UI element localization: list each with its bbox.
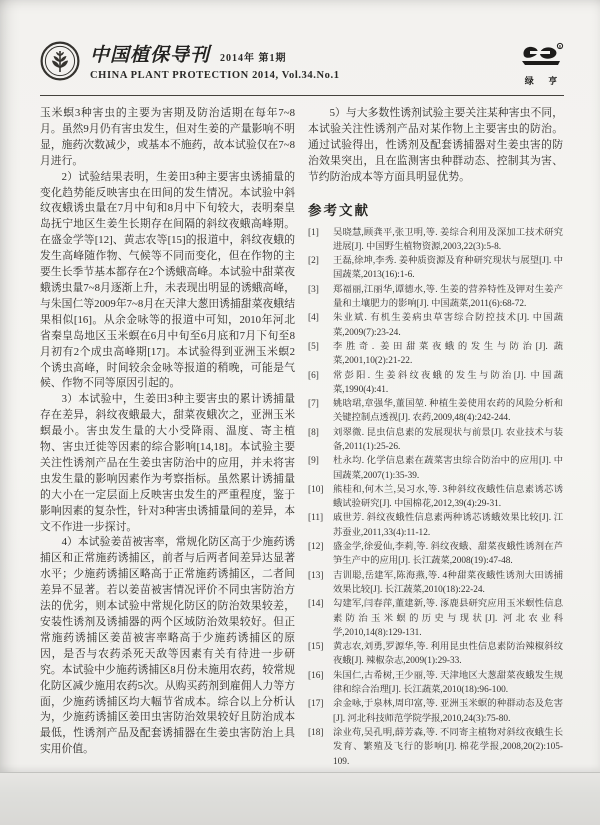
reference-text: 吉训聪,岳建军,陈海燕,等. 4种甜菜夜蛾性诱剂大田诱捕效果比较[J]. 长江蔬菜,2010(18):22-24. [333,570,563,595]
journal-title-en: CHINA PLANT PROTECTION 2014, Vol.34.No.1 [90,70,340,81]
masthead [90,40,518,81]
reference-number: [12] [308,542,324,553]
luheng-brand-logo [518,42,564,87]
reference-number: [11] [308,513,324,524]
journal-title-zh: 中国植保导刊 [90,45,211,66]
reference-number: [3] [308,284,319,295]
left-column [40,106,295,784]
reference-item [308,640,563,669]
header-divider [40,95,564,96]
reference-item [308,369,563,398]
reference-number: [4] [308,313,319,324]
reference-item [308,540,563,569]
reference-number: [1] [308,227,319,238]
reference-item [308,254,563,283]
article-body [40,106,564,784]
reference-text: 朱业斌. 有机生姜病虫草害综合防控技术[J]. 中国蔬菜,2009(7):23-24. [333,313,563,338]
paragraph-discussion-4: 4）本试验姜苗被害率，常规化防区高于少施药诱捕区和正常施药诱捕区，前者与后两者间差异达显著水平；少施药诱捕区略高于正常施药诱捕区，二者间差异不显著。若以姜苗被害情况评价不同虫害防治方法的优劣，则本试验中常规化防区的防治效果较差，安装性诱剂及诱捕器的两个区域防治效果较好。但正常施药诱捕区姜苗被害率略高于少施药诱捕区的原因，是否与农药杀死天敌等因素有关有待进一步研究。本试验中少施药诱捕区8月份未施用农药，较常规化防区减少施用农药5次。从购买药剂到雇佣人力等方面，少施药诱捕区均大幅节省成本。综合以上分析认为，少施药诱捕区姜田虫害防治效果较好且防治成本最低，性诱剂产品及配套诱捕器在生姜虫害防治上具实用价值。 [40,536,295,756]
reference-text: 刘翠微. 昆虫信息素的发展现状与前景[J]. 农业技术与装备,2011(1):25-26. [333,427,563,452]
reference-text: 常彭阳. 生姜斜纹夜蛾的发生与防治[J]. 中国蔬菜,1990(4):41. [333,370,563,395]
reference-text: 朱国仁,古希树,王少丽,等. 天津地区大葱甜菜夜蛾发生规律和综合治理[J]. 长江蔬菜,2010(18):96-100. [333,670,563,696]
reference-item [308,226,563,255]
reference-text: 勾建军,闫春萍,董建新,等. 涿鹿县研究应用玉米螟性信息素防治玉米螟的历史与现状[J]. 河北农业科学,2010,14(8):129-131. [333,599,563,638]
reference-number: [5] [308,341,319,352]
reference-number: [17] [308,699,324,710]
reference-number: [15] [308,642,324,653]
page-header [40,40,564,90]
reference-number: [7] [308,399,319,410]
references-list [308,226,563,769]
right-column [308,106,563,784]
reference-item [308,726,563,769]
reference-item [308,311,563,340]
reference-item [308,511,563,540]
reference-item [308,454,563,483]
reference-text: 戚世芳. 斜纹夜蛾性信息素两种诱芯诱蛾效果比较[J]. 江苏蚕业,2011,33(4):11-12. [333,513,563,538]
reference-number: [9] [308,456,319,467]
reference-item [308,283,563,312]
luheng-logo-text: 绿 亨 [524,76,564,86]
reference-text: 郑福丽,江丽华,谭德水,等. 生姜的营养特性及钾对生姜产量和土壤肥力的影响[J]. 中国蔬菜,2011(6):68-72. [333,284,563,310]
reference-text: 涂业苟,吴孔明,薛芳森,等. 不同寄主植物对斜纹夜蛾生长发育、繁殖及飞行的影响[J]. 棉花学报,2008,20(2):105-109. [333,727,563,767]
paragraph-discussion-2: 2）试验结果表明，生姜田3种主要害虫诱捕量的变化趋势能反映害虫在田间的发生情况。本试验中斜纹夜蛾诱虫量在7月中旬和8月中下旬较大，表明秦皇岛抚宁地区生姜生长期存在间隔的斜纹夜蛾高峰期。在盛金学等[12]、黄志农等[15]的报道中，斜纹夜蛾的发生高峰随作物、气候等不同而变化，但在作物的主要生长季节基本都存在2个诱蛾高峰。本试验中甜菜夜蛾诱虫量7~8月逐渐上升，未表现出明显的诱蛾高峰，与朱国仁等2009年7~8月在天津大葱田诱捕甜菜夜蛾结果相似[16]。从余金咏等的报道中可知，2010年河北省秦皇岛地区玉米螟在6月中旬至6月底和7月下旬至8月初有2个成虫高峰期[17]。本试验得到亚洲玉米螟2个诱虫高峰，时间较余金咏等报道的稍晚，可能是气候、作物不同等原因引起的。 [40,170,295,390]
svg-text:R: R [558,43,562,49]
reference-text: 余金咏,于泉林,周印富,等. 亚洲玉米螟的种群动态及危害[J]. 河北科技师范学院学报,2010,24(3):75-80. [333,699,563,724]
reference-number: [18] [308,727,324,738]
journal-emblem-icon [40,41,80,81]
reference-item [308,669,563,698]
scan-bed-edge [0,772,600,825]
reference-number: [10] [308,484,324,495]
reference-text: 吴晓慧,顾龚平,张卫明,等. 姜综合利用及深加工技术研究进展[J]. 中国野生植物资源,2003,22(3):5-8. [333,227,563,252]
reference-item [308,697,563,726]
reference-text: 盛金学,徐爱仙,李莉,等. 斜纹夜蛾、甜菜夜蛾性诱剂在芦笋生产中的应用[J]. 长江蔬菜,2008(19):47-48. [333,542,563,567]
reference-item [308,426,563,455]
reference-number: [2] [308,256,319,267]
paragraph-continuation: 玉米螟3种害虫的主要为害期及防治适期在每年7~8月。虽然9月仍有害虫发生，但对生姜的产量影响不明显，施药次数减少，或基本不施药，故本试验仅在7~8月进行。 [40,107,295,167]
reference-number: [8] [308,427,319,438]
reference-item [308,569,563,598]
paragraph-discussion-3: 3）本试验中，生姜田3种主要害虫的累计诱捕量存在差异，斜纹夜蛾最大，甜菜夜蛾次之，亚洲玉米螟最小。害虫发生量的大小受降雨、温度、寄主植物、害虫迁徙等因素的综合影响[14,18]。本试验主要关注性诱剂产品在生姜虫害防治中的应用，并未将害虫发生量的影响因素作为考察指标。虽然累计诱捕量的大小在一定层面上反映害虫发生的严重程度，鉴于影响因素的复杂性，针对3种害虫诱捕量间的差异，本文不作进一步探讨。 [40,393,295,533]
reference-number: [6] [308,370,319,381]
reference-item [308,483,563,512]
reference-item [308,597,563,640]
reference-text: 黄志农,刘勇,罗源华,等. 利用昆虫性信息素防治辣椒斜纹夜蛾[J]. 辣椒杂志,2009(1):29-33. [333,642,563,667]
reference-text: 熊桂和,何木兰,吴习水,等. 3种斜纹夜蛾性信息素诱芯诱蛾试验研究[J]. 中国棉花,2012,39(4):29-31. [333,484,563,510]
luheng-logo-icon [518,42,564,68]
reference-text: 李胜奇. 姜田甜菜夜蛾的发生与防治[J]. 蔬菜,2001,10(2):21-22. [333,341,563,367]
reference-number: [13] [308,570,324,581]
reference-number: [14] [308,599,324,610]
reference-text: 姚晗珺,章强华,董国堃. 种植生姜使用农药的风险分析和关键控制点透视[J]. 农药,2009,48(4):242-244. [333,399,563,424]
journal-issue: 2014年 第1期 [220,53,287,64]
reference-item [308,397,563,426]
reference-text: 王磊,徐坤,李秀. 姜种质资源及育种研究现状与展望[J]. 中国蔬菜,2013(16):1-6. [333,256,563,281]
paragraph-discussion-5: 5）与大多数性诱剂试验主要关注某种害虫不同，本试验关注性诱剂产品对某作物上主要害虫的防治。通过试验得出，性诱剂及配套诱捕器对生姜虫害的防治效果突出，且在监测害虫种群动态、控制其为害、节约防治成本等方面具明显优势。 [308,107,563,183]
references-heading: 参考文献 [308,202,370,218]
reference-item [308,340,563,369]
reference-text: 杜永均. 化学信息素在蔬菜害虫综合防治中的应用[J]. 中国蔬菜,2007(1):35-39. [333,456,563,481]
reference-number: [16] [308,670,324,681]
